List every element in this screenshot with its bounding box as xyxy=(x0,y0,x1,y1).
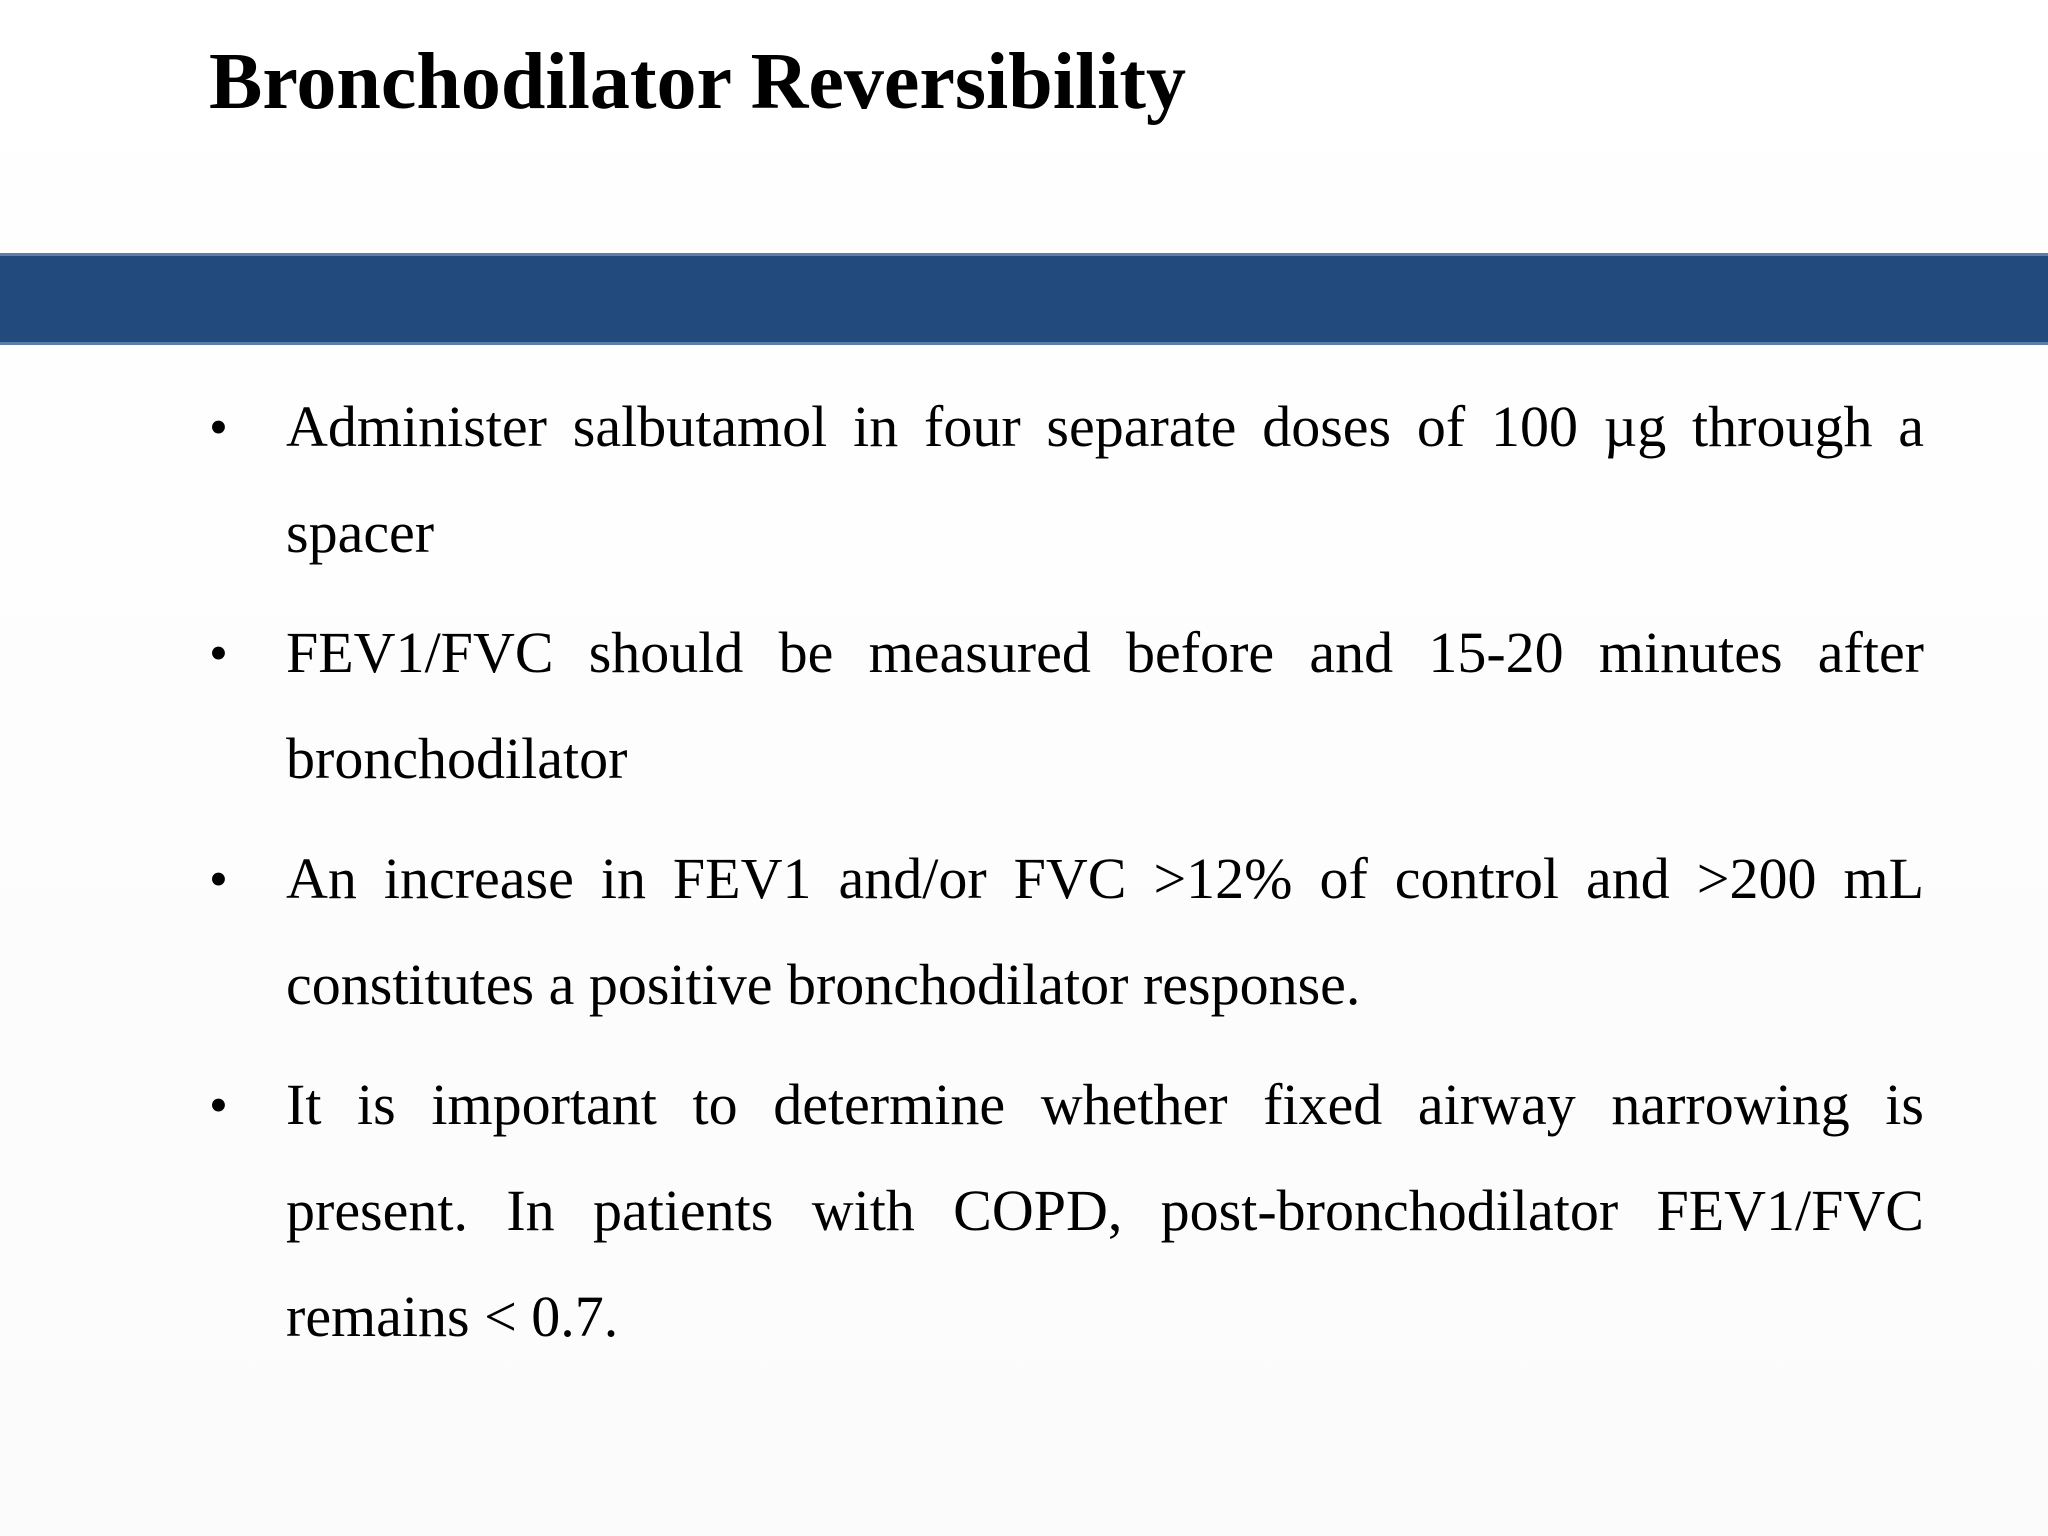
bullet-text: FEV1/FVC should be measured before and 15-20 minutes after bronchodilator xyxy=(286,620,1924,791)
bullet-dot-icon: • xyxy=(209,1075,228,1135)
title-divider-band xyxy=(0,253,2048,345)
bullet-text: Administer salbutamol in four separate doses of 100 µg through a spacer xyxy=(286,394,1924,565)
bullet-dot-icon: • xyxy=(209,849,228,909)
slide-title: Bronchodilator Reversibility xyxy=(209,38,1187,126)
bullet-text: It is important to determine whether fixed airway narrowing is present. In patients with COPD, post-bronchodilator FEV1/FVC remains < 0.7. xyxy=(286,1072,1924,1349)
bullet-dot-icon: • xyxy=(209,623,228,683)
bullet-dot-icon: • xyxy=(209,397,228,457)
bullet-text: An increase in FEV1 and/or FVC >12% of control and >200 mL constitutes a positive bronchodilator response. xyxy=(286,846,1924,1017)
